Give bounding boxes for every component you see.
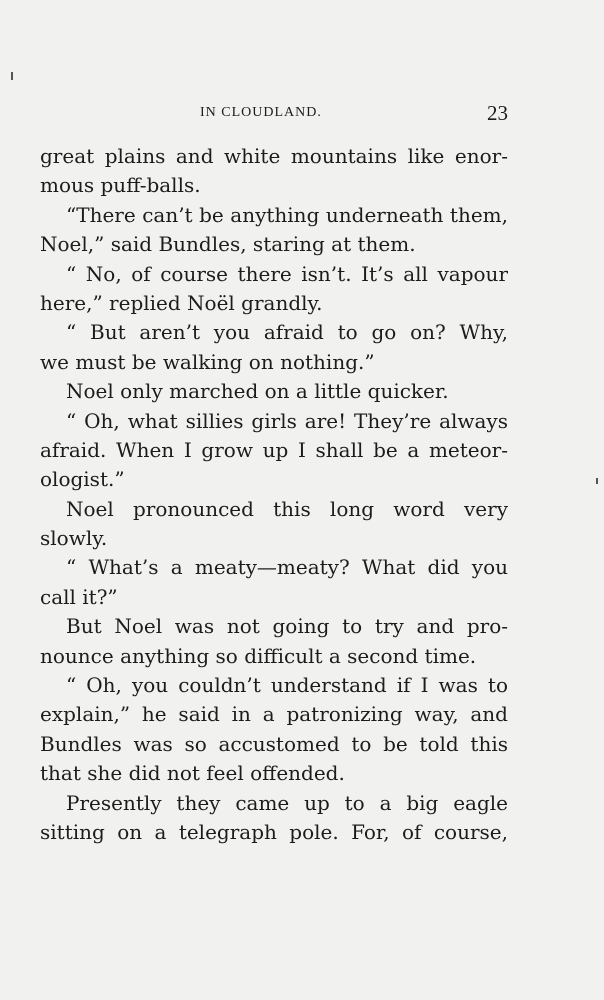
text-line: “ No, of course there isn’t. It’s all vapour: [66, 261, 508, 286]
text-line: nounce anything so difficult a second time.: [40, 643, 477, 668]
text-line: Noel only marched on a little quicker.: [66, 379, 449, 404]
text-line: explain,” he said in a patronizing way, and: [40, 702, 508, 727]
text-line: “ Oh, what sillies girls are! They’re always: [66, 408, 508, 433]
body-text: [40, 142, 508, 847]
text-line: “ What’s a meaty—meaty? What did you: [66, 555, 508, 580]
page-header: [40, 103, 508, 127]
text-line: slowly.: [40, 526, 108, 551]
text-line: we must be walking on nothing.”: [40, 349, 375, 374]
text-line: “ Oh, you couldn’t understand if I was to: [66, 673, 508, 698]
text-line: “ But aren’t you afraid to go on? Why,: [66, 320, 508, 345]
scan-speck: [596, 478, 598, 484]
text-line: call it?”: [40, 584, 118, 609]
running-head: IN CLOUDLAND.: [200, 105, 322, 120]
text-line: afraid. When I grow up I shall be a meteor-: [40, 437, 508, 462]
text-line: Noel,” said Bundles, staring at them.: [40, 232, 416, 257]
text-line: Presently they came up to a big eagle: [66, 790, 508, 815]
page-number: 23: [487, 101, 508, 125]
text-line: mous puff-balls.: [40, 173, 201, 198]
text-line: “There can’t be anything underneath them,: [66, 202, 508, 227]
text-line: here,” replied Noël grandly.: [40, 290, 323, 315]
text-line: great plains and white mountains like enor-: [40, 144, 508, 168]
text-line: that she did not feel offended.: [40, 761, 345, 786]
text-line: But Noel was not going to try and pro-: [66, 614, 508, 639]
text-line: Bundles was so accustomed to be told this: [40, 731, 508, 756]
text-line: Noel pronounced this long word very: [66, 496, 508, 521]
scan-speck: [11, 72, 13, 80]
text-line: sitting on a telegraph pole. For, of course,: [40, 819, 508, 844]
text-line: ologist.”: [40, 467, 125, 492]
